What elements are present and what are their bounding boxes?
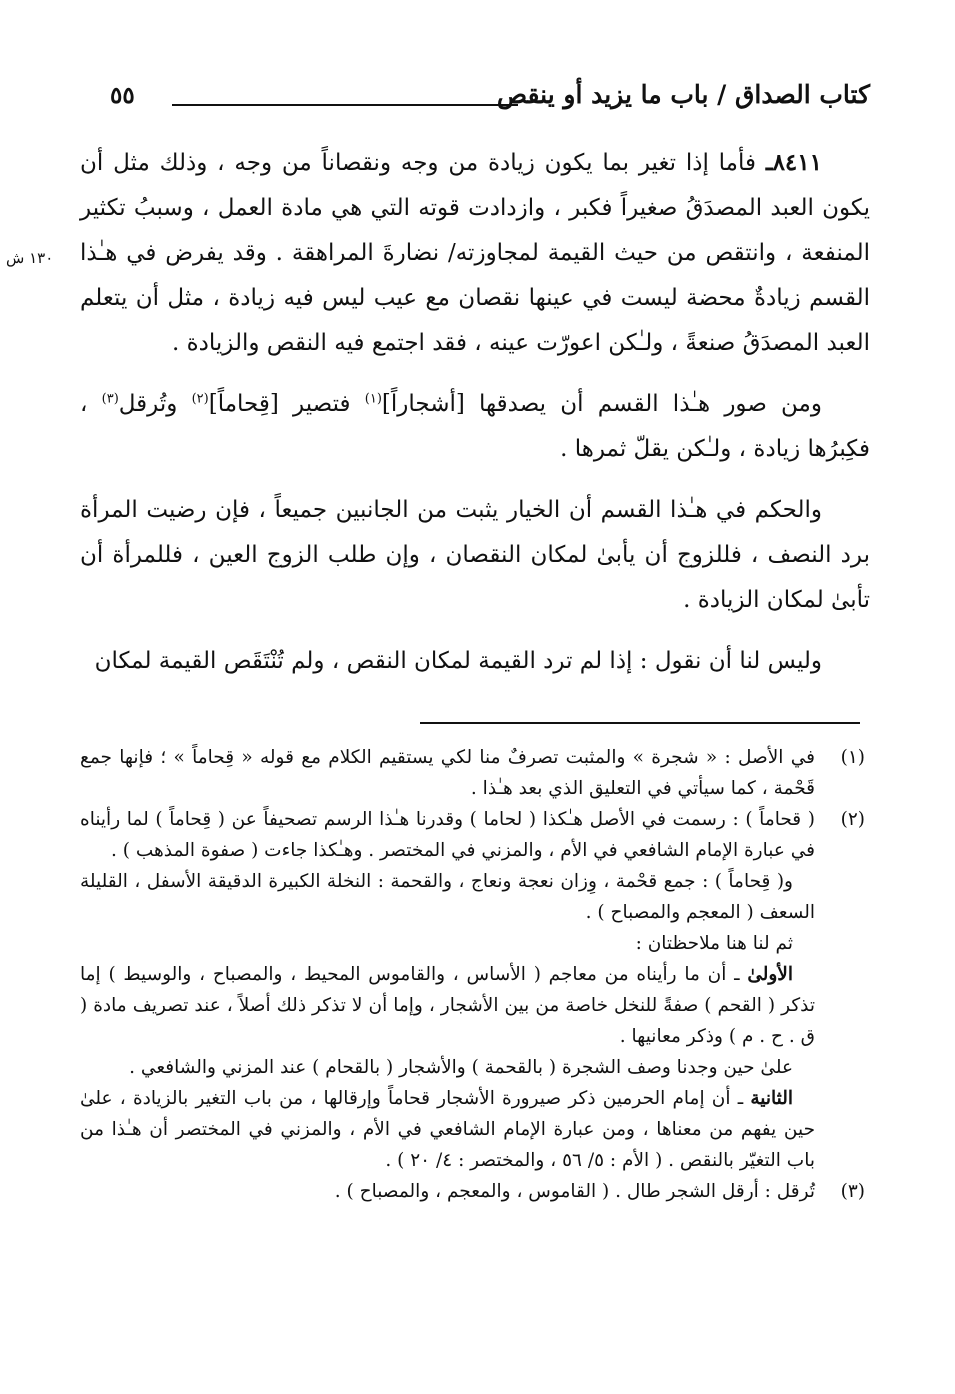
footnote-2 [80, 804, 865, 1176]
footnote-2-p2: و( قِحاماً ) : جمع قحْمة ، وِزان نعجة ونعاج ، والقحمة : النخلة الكبيرة الدقيقة الأسفل ، القليلة السعف ( المعجم والمصباح ) . [80, 871, 815, 923]
footnote-mark: (٢) [840, 809, 865, 830]
footnote-ref-3[interactable]: (٣) [101, 391, 119, 407]
footnote-2-p1: ( قحاماً ) : رسمت في الأصل هـٰكذا ( لحاما ) وقدرنا هـٰذا الرسم تصحيفاً عن ( قِحاماً ) لما رأيناه في عبارة الإمام الشافعي في الأم ، والمزني في المختصر . وهـٰكذا جاءت ( صفوة المذهب ) . [80, 809, 815, 861]
paragraph-2 [80, 382, 870, 472]
paragraph-2-part-a: ومن صور هـٰذا القسم أن يصدقها [أشجاراً] [381, 391, 822, 417]
margin-reference: ١٣٠ ش [6, 249, 54, 267]
note-label-first: الأولىٰ [747, 964, 793, 985]
paragraph-2-part-c: وتُرقل [118, 391, 192, 417]
footnote-1 [80, 742, 865, 804]
footnote-separator [420, 722, 860, 724]
footnote-2-p6 [80, 1083, 815, 1176]
footnote-3 [80, 1176, 865, 1207]
note-text-first: ـ أن ما رأيناه من معاجم ( الأساس ، والقاموس المحيط ، والمصباح ، والوسيط ) إما تذكر ( القحم ) صفةً للنخل خاصة من بين الأشجار ، وإما أن لا تذكر ذلك أصلاً ، عند تصريف مادة ( ق . ح . م ) وذكر معانيها . [80, 964, 815, 1047]
paragraph-1-text: فأما إذا تغير بما يكون زيادة من وجه ونقصاناً من وجه ، وذلك مثل أن يكون العبد المصدَقُ صغيراً فكبر ، وازدادت قوته التي هي مادة العمل ، وسببُ تكثير المنفعة ، وانتقص من حيث القيمة لمجاوزته/ نضارةَ المراهقة . وقد يفرض في هـٰذا القسم زيادةٌ محضة ليست في عينها نقصان مع عيب ليس فيه زيادة ، مثل أن يتعلم العبد المصدَقُ صنعةً ، ولـٰكن اعورّت عينه ، فقد اجتمع فيه النقص والزيادة . [80, 150, 870, 356]
note-text-second: ـ أن إمام الحرمين ذكر صيرورة الأشجار قحاماً وإرقالها ، من باب التغير بالزيادة ، علىٰ حين يفهم من معناها ، ومن عبارة الإمام الشافعي في الأم ، والمزني في المختصر أن هـٰذا من باب التغيّر بالنقص . ( الأم : ٥/ ٥٦ ، والمختصر : ٤/ ٢٠ ) . [80, 1088, 815, 1171]
paragraph-1 [80, 140, 870, 366]
page-number: ٥٥ [110, 82, 135, 109]
paragraph-number: ٨٤١١ـ [765, 149, 822, 176]
paragraph-4: وليس لنا أن نقول : إذا لم ترد القيمة لمكان النقص ، ولم تُنْتَقَص القيمة لمكان [94, 648, 822, 674]
footnote-mark: (١) [840, 747, 865, 768]
footnote-2-p3: ثم لنا هنا ملاحظتان : [635, 933, 793, 954]
footnote-2-p4 [80, 959, 815, 1052]
footnote-ref-1[interactable]: (١) [364, 391, 382, 407]
note-label-second: الثانية [750, 1088, 793, 1109]
footnote-mark: (٣) [840, 1181, 865, 1202]
footnote-3-text: تُرقل : أرقل الشجر طال . ( القاموس ، والمعجم ، والمصباح ) . [334, 1181, 815, 1202]
main-text [80, 140, 870, 700]
footnote-1-text: في الأصل : « شجرة » والمثبت تصرفٌ منا لكي يستقيم الكلام مع قوله « قِحاماً » ؛ فإنها جمع قَحْمة ، كما سيأتي في التعليق الذي بعد هـٰذا . [80, 747, 815, 799]
footnote-ref-2[interactable]: (٢) [191, 391, 209, 407]
chapter-title: كتاب الصداق / باب ما يزيد أو ينقص [496, 80, 870, 109]
running-header [110, 80, 870, 124]
footnote-2-p5: علىٰ حين وجدنا وصف الشجرة ( بالقحمة ) والأشجار ( بالقحام ) عند المزني والشافعي . [129, 1057, 793, 1078]
paragraph-2-part-d: ، فكِبرُها زيادة ، ولـٰكن يقلّ ثمرها . [80, 391, 870, 462]
paragraph-2-part-b: فتصير [قِحاماً] [208, 391, 365, 417]
footnotes [80, 742, 865, 1207]
header-rule [172, 104, 518, 106]
paragraph-3: والحكم في هـٰذا القسم أن الخيار يثبت من الجانبين جميعاً ، فإن رضيت المرأة برد النصف ، فللزوج أن يأبىٰ لمكان النقصان ، وإن طلب الزوج العين ، فللمرأة أن تأبىٰ لمكان الزيادة . [80, 497, 870, 613]
